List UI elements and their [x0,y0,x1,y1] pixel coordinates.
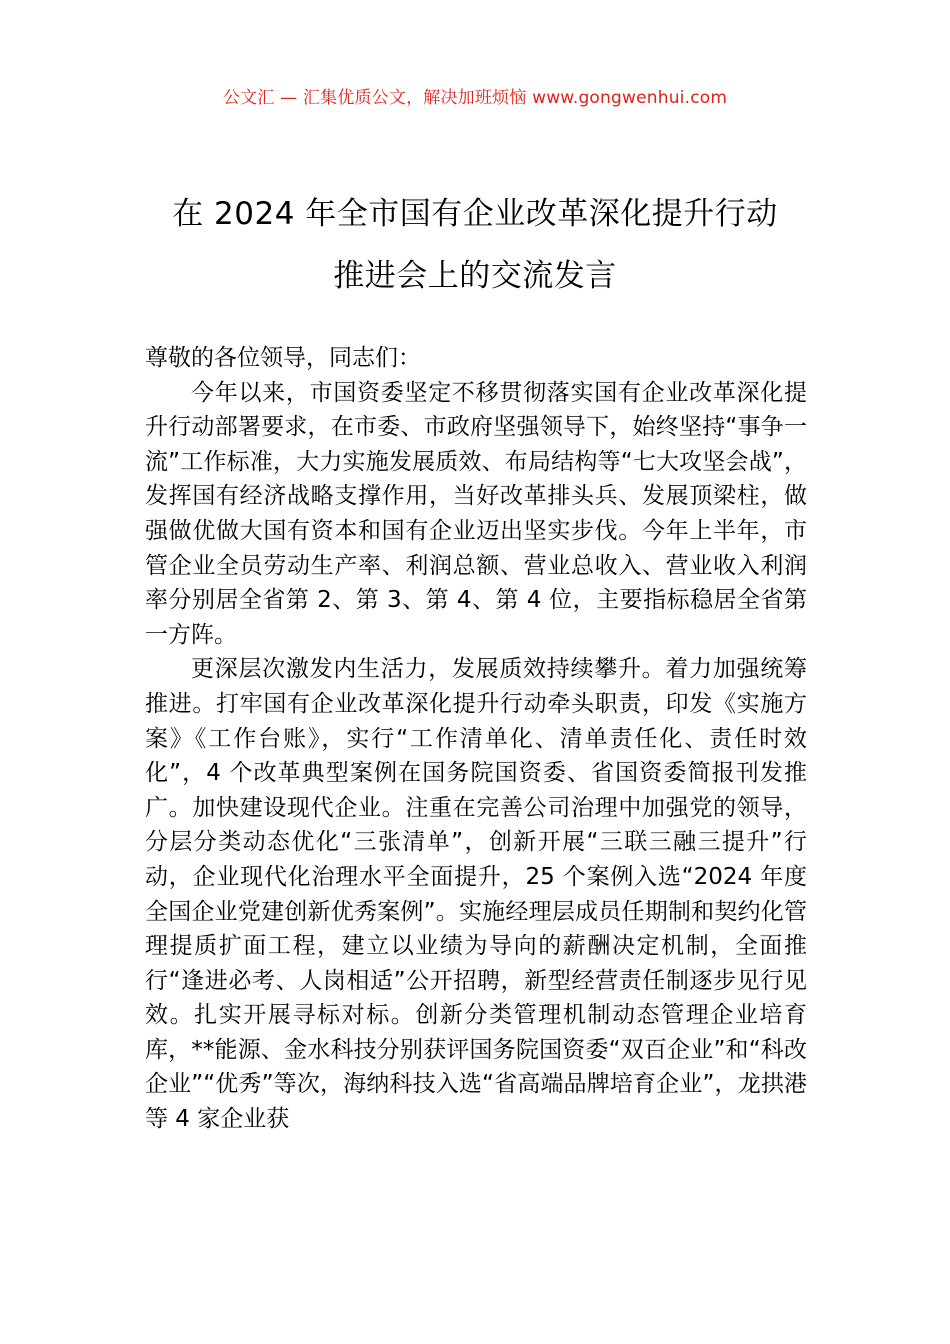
document-body [145,341,807,1137]
salutation: 尊敬的各位领导，同志们： [145,345,421,371]
title-line-1: 在 2024 年全市国有企业改革深化提升行动 [172,196,778,232]
website-header-link[interactable]: 公文汇 — 汇集优质公文，解决加班烦恼 www.gongwenhui.com [222,88,728,108]
paragraph-2: 更深层次激发内生活力，发展质效持续攀升。着力加强统筹推进。打牢国有企业改革深化提升行动牵头职责，印发《实施方案》《工作台账》，实行“工作清单化、清单责任化、责任时效化”，4 个改革典型案例在国务院国资委、省国资委简报刊发推广。加快建设现代企业。注重在完善公司治理中加强党的领导，分层分类动态优化“三张清单”，创新开展“三联三融三提升”行动，企业现代化治理水平全面提升，25 个案例入选“2024 年度全国企业党建创新优秀案例”。实施经理层成员任期制和契约化管理提质扩面工程，建立以业绩为导向的薪酬决定机制，全面推行“逢进必考、人岗相适”公开招聘，新型经营责任制逐步见行见效。扎实开展寻标对标。创新分类管理机制动态管理企业培育库，**能源、金水科技分别获评国务院国资委“双百企业”和“科改企业”“优秀”等次，海纳科技入选“省高端品牌培育企业”，龙拱港等 4 家企业获 [145,656,807,1133]
document-title [120,183,830,307]
paragraph-1: 今年以来，市国资委坚定不移贯彻落实国有企业改革深化提升行动部署要求，在市委、市政府坚强领导下，始终坚持“事争一流”工作标准，大力实施发展质效、布局结构等“七大攻坚会战”，发挥国有经济战略支撑作用，当好改革排头兵、发展顶梁柱，做强做优做大国有资本和国有企业迈出坚实步伐。今年上半年，市管企业全员劳动生产率、利润总额、营业总收入、营业收入利润率分别居全省第 2、第 3、第 4、第 4 位，主要指标稳居全省第一方阵。 [145,379,807,648]
title-line-2: 推进会上的交流发言 [333,258,617,294]
